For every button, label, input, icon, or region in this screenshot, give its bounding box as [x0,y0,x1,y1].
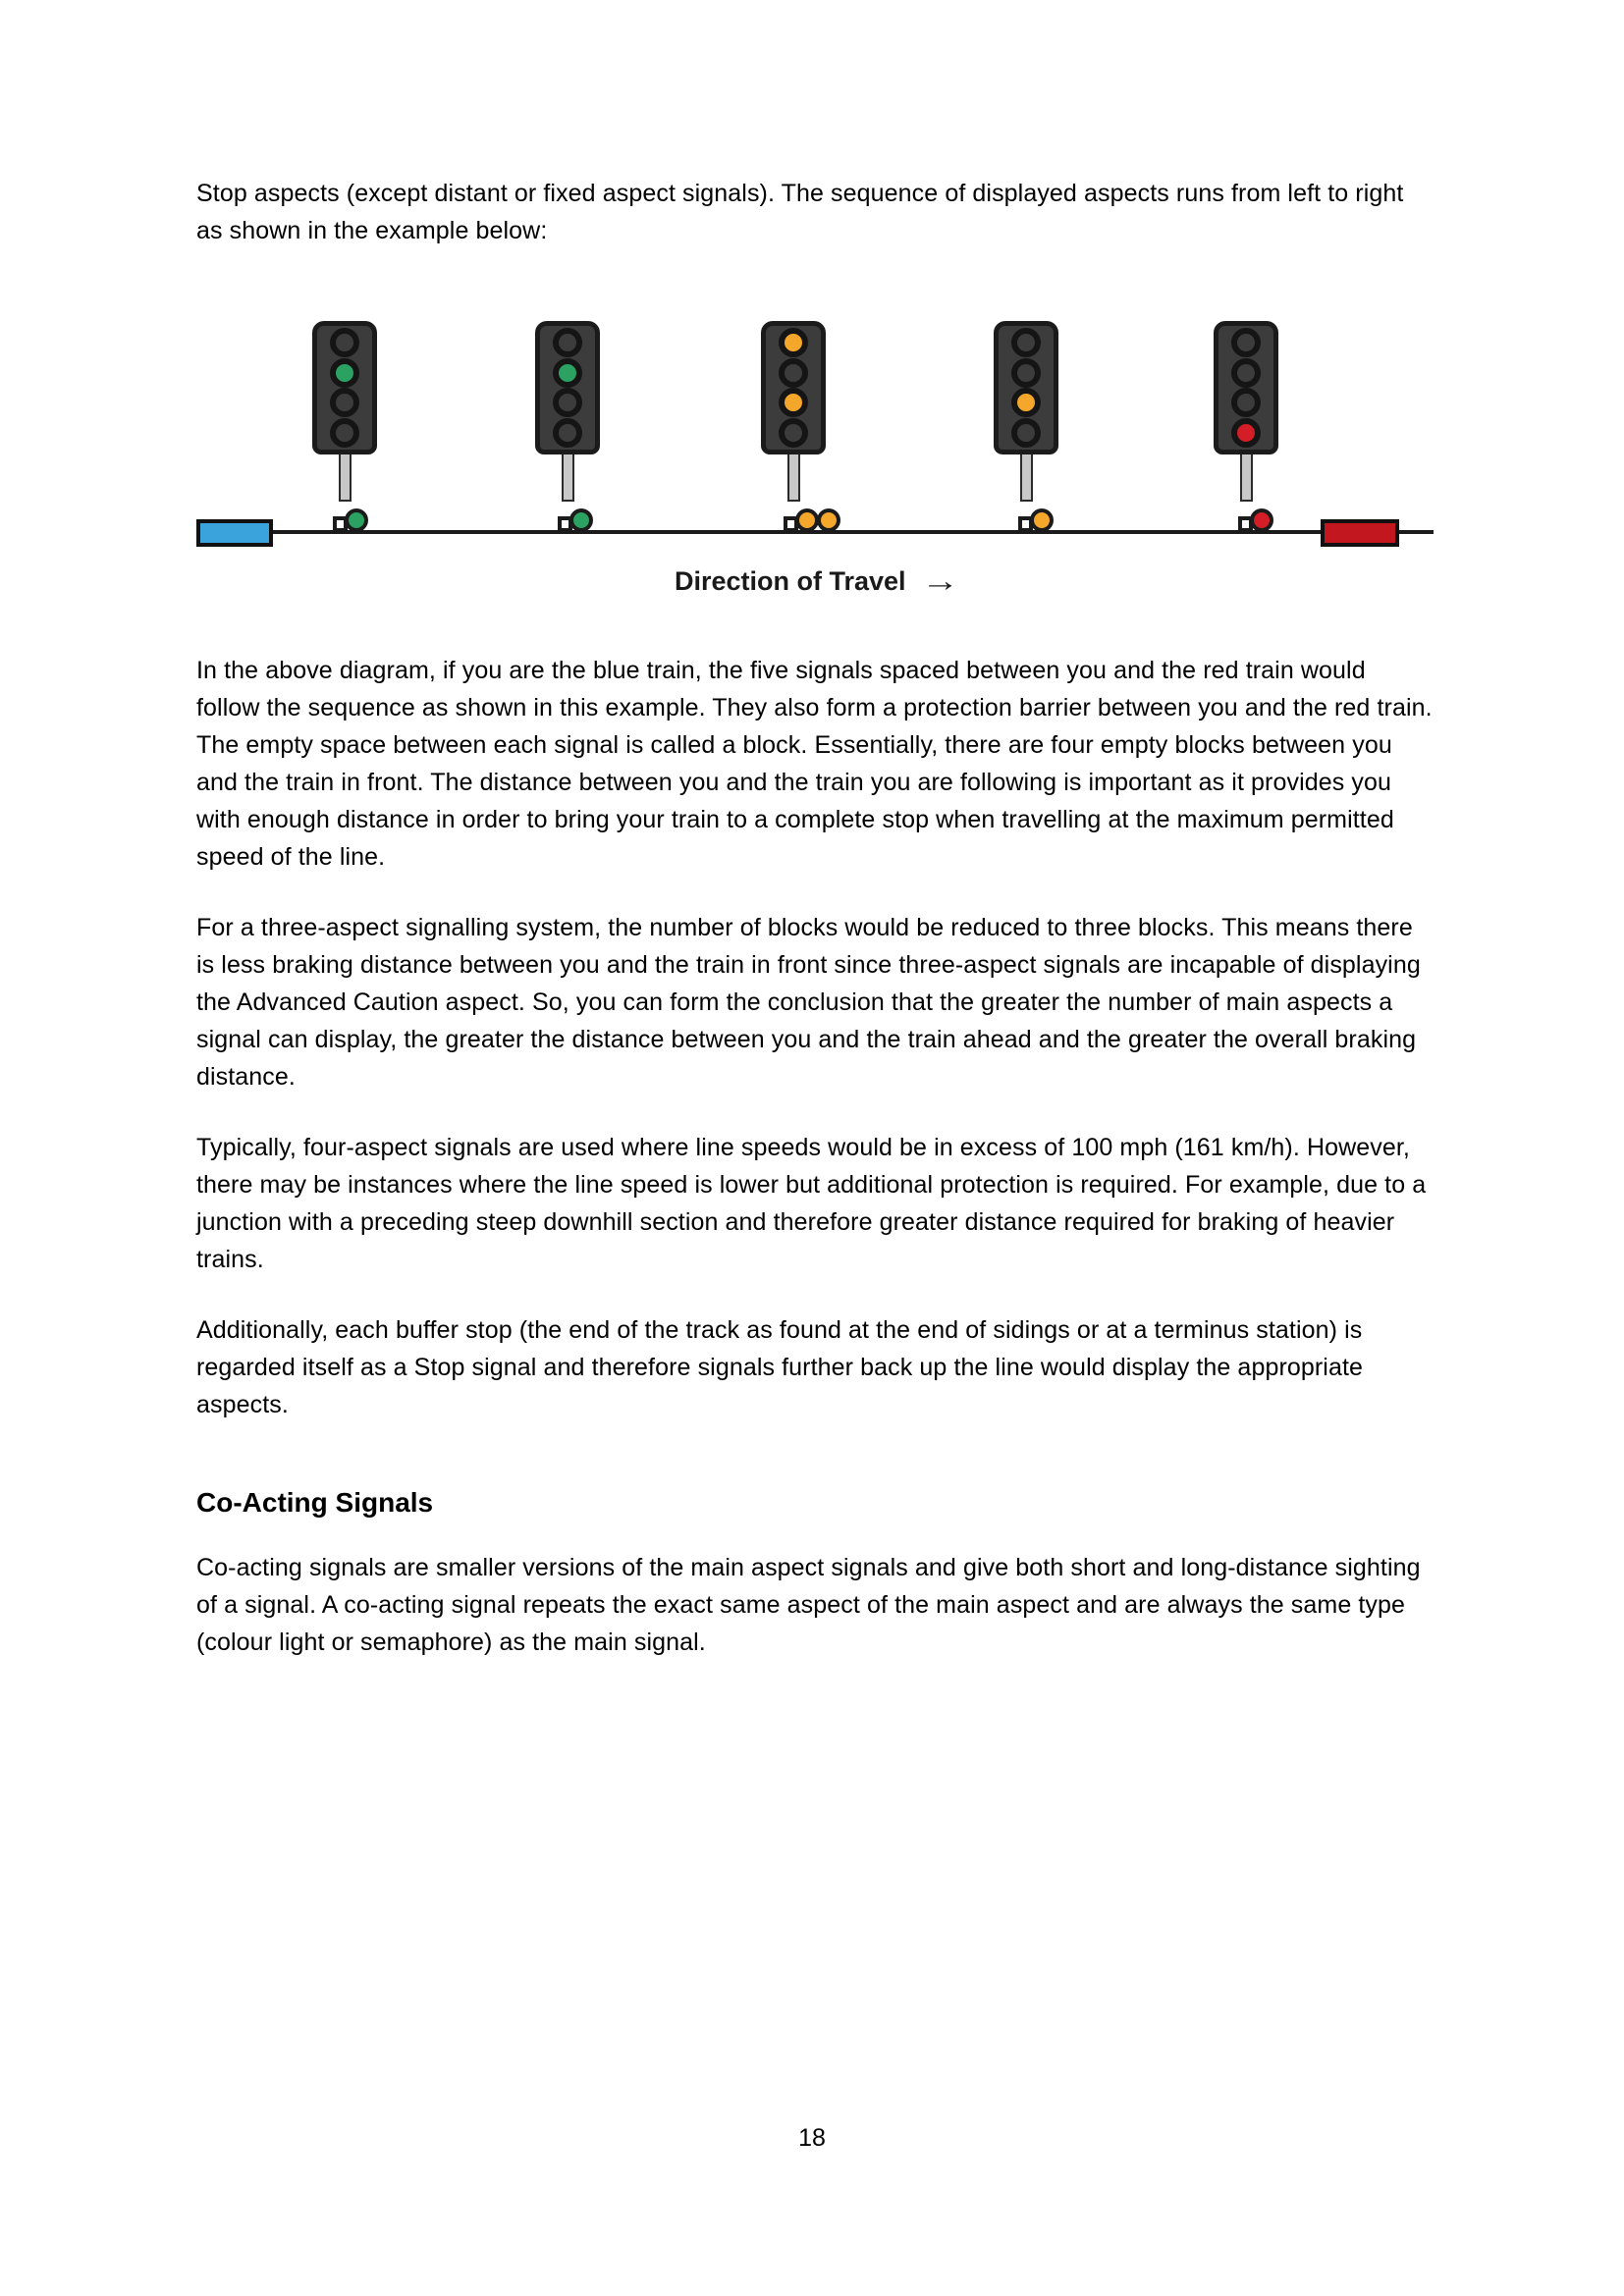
text-column [196,0,1434,1694]
direction-of-travel-label [196,563,1434,599]
ground-lamp-yellow-icon [1030,508,1054,532]
right-arrow-icon: → [921,563,959,598]
intro-paragraph: Stop aspects (except distant or fixed aspect signals). The sequence of displayed aspects runs from left to right as shown in the example below: [196,180,1404,244]
co-acting-paragraph: Co-acting signals are smaller versions of the main aspect signals and give both short and long-distance sighting of a signal. A co-acting signal repeats the exact same aspect of the main aspect and are always the same type (colour light or semaphore) as the main signal. [196,1554,1421,1656]
ground-lamp-yellow-icon [795,508,819,532]
ground-lamp-yellow-icon [817,508,840,532]
body-paragraph: In the above diagram, if you are the blue train, the five signals spaced between you and the red train would follow the sequence as shown in this example. They also form a protection barrier between you and the red train. The empty space between each signal is called a block. Essentially, there are four empty blocks between you and the train in front. The distance between you and the train you are following is important as it provides you with enough distance in order to bring your train to a complete stop when travelling at the maximum permitted speed of the line. [196,657,1433,871]
ground-signal-2 [558,508,593,532]
section-heading: Co-Acting Signals [196,1487,434,1518]
ground-signal-1 [333,508,368,532]
body-paragraph: Additionally, each buffer stop (the end of the track as found at the end of sidings or at a terminus station) is regarded itself as a Stop signal and therefore signals further back up the line would display the appropriate aspects. [196,1316,1364,1418]
ground-signal-5 [1238,508,1273,532]
page-number: 18 [798,2124,826,2152]
ground-lamp-green-icon [345,508,368,532]
body-paragraph: For a three-aspect signalling system, the number of blocks would be reduced to three blocks. This means there is less braking distance between you and the train in front since three-aspect signals are incapable of displaying the Advanced Caution aspect. So, you can form the conclusion that the greater the number of main aspects a signal can display, the greater the distance between you and the train ahead and the greater the overall braking distance. [196,914,1421,1091]
ground-lamp-red-icon [1250,508,1273,532]
body-paragraph: Typically, four-aspect signals are used where line speeds would be in excess of 100 mph (161 km/h). However, there may be instances where the line speed is lower but additional protection is required. For example, due to a junction with a preceding steep downhill section and therefore greater distance required for braking of heavier trains. [196,1134,1427,1273]
direction-label-text: Direction of Travel [674,566,906,596]
ground-lamp-green-icon [569,508,593,532]
ground-signal-4 [1018,508,1054,532]
ground-signal-3 [784,508,840,532]
signal-sequence-diagram [196,314,1434,609]
